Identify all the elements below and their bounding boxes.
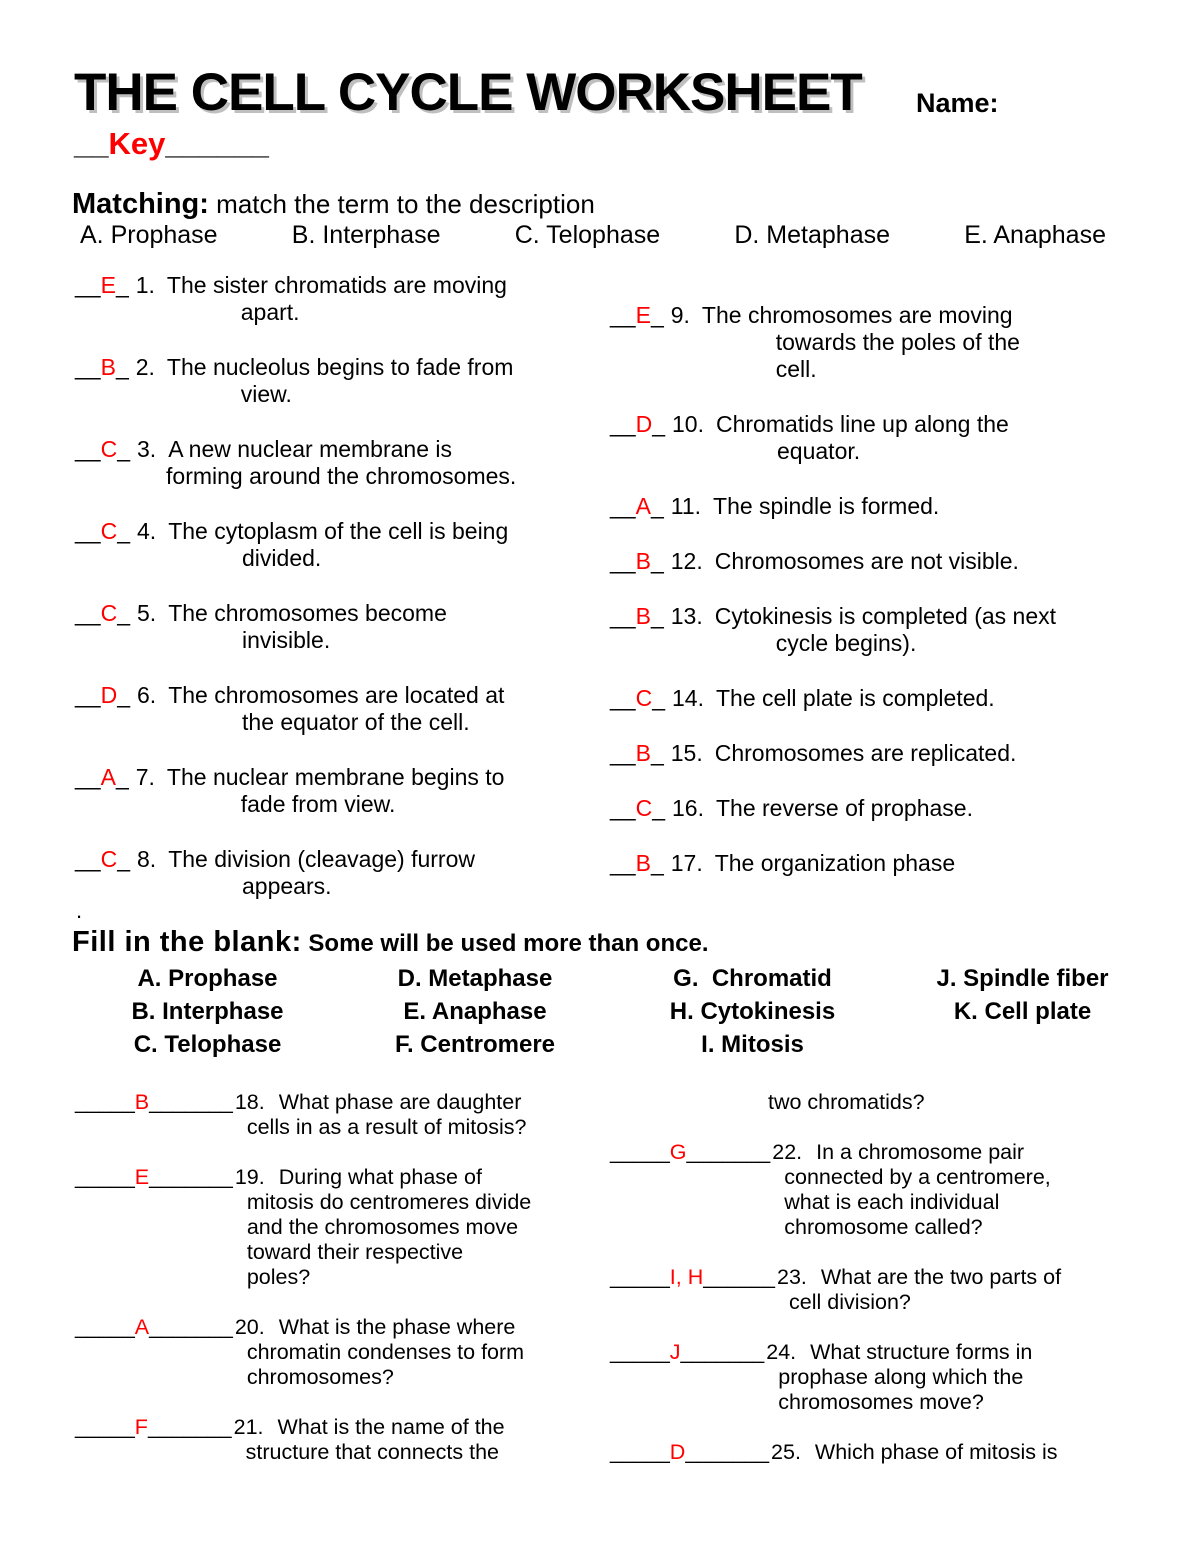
question-text: appears.	[242, 873, 332, 899]
blank-underscore: _	[117, 846, 131, 872]
answer-letter: C	[100, 518, 118, 544]
matching-item-17	[610, 850, 1155, 877]
question	[233, 1090, 610, 1140]
question	[233, 1165, 610, 1290]
word-bank-column-2	[340, 962, 610, 1061]
blank-underscore: __	[610, 740, 636, 766]
question	[665, 411, 1155, 465]
blank-underscore: __	[75, 518, 101, 544]
answer-blank	[75, 354, 129, 408]
question-text: What are the two parts of	[820, 1265, 1062, 1289]
fill-item-25	[610, 1440, 1175, 1465]
question-text: The organization phase	[714, 850, 956, 876]
question-number: 7.	[135, 764, 155, 790]
answer-blank	[75, 1165, 233, 1290]
answer-blank	[610, 603, 664, 657]
question-text: chromatin condenses to form	[246, 1340, 525, 1364]
answer-letter: D	[100, 682, 118, 708]
question-text: Chromatids line up along the	[716, 411, 1009, 437]
matching-item-9	[610, 302, 1155, 383]
matching-heading: Matching:	[72, 188, 209, 220]
blank-underscore: _	[115, 272, 129, 298]
question	[130, 600, 590, 654]
question-text: What structure forms in	[810, 1340, 1033, 1364]
question-number: 4.	[137, 518, 157, 544]
question-text: view.	[240, 381, 292, 407]
answer-blank	[610, 1265, 775, 1315]
question-text: The nucleolus begins to fade from	[166, 354, 514, 380]
blank-underscore: __	[610, 411, 636, 437]
blank-underscore: _	[652, 795, 666, 821]
blank-underscore: _______	[149, 1165, 233, 1189]
answer-letter: F	[134, 1415, 148, 1439]
question-number: 18.	[234, 1090, 265, 1114]
question-text: Cytokinesis is completed (as next	[714, 603, 1057, 629]
question-number: 20.	[234, 1315, 265, 1339]
answer-blank	[75, 1315, 233, 1390]
answer-letter: B	[635, 548, 651, 574]
question-number: 11.	[670, 493, 702, 519]
question	[130, 518, 590, 572]
matching-option: B. Interphase	[291, 221, 441, 249]
answer-letter: B	[100, 354, 116, 380]
answer-blank	[610, 685, 665, 712]
answer-blank	[75, 436, 130, 490]
word-bank-entry: F. Centromere	[394, 1031, 556, 1058]
matching-item-1	[75, 272, 590, 326]
blank-underscore: __	[75, 764, 101, 790]
question-text: mitosis do centromeres divide	[246, 1190, 532, 1214]
blank-underscore: __	[75, 354, 101, 380]
question-number: 12.	[670, 548, 703, 574]
answer-blank	[610, 548, 664, 575]
question-text: What is the phase where	[278, 1315, 516, 1339]
matching-column-left	[75, 272, 590, 928]
blank-underscore: _	[117, 682, 131, 708]
fill-section-header	[72, 926, 709, 959]
blank-underscore: _	[650, 493, 664, 519]
word-bank-entry: K. Cell plate	[953, 998, 1092, 1025]
question	[775, 1265, 1175, 1315]
matching-item-7	[75, 764, 590, 818]
question-number: 1.	[135, 272, 155, 298]
matching-item-15	[610, 740, 1155, 767]
question-text: Chromosomes are replicated.	[714, 740, 1017, 766]
question	[233, 1315, 610, 1390]
question	[769, 1440, 1175, 1465]
blank-underscore: _____	[610, 1265, 670, 1289]
answer-letter: C	[100, 600, 118, 626]
matching-item-11	[610, 493, 1155, 520]
blank-underscore: __	[610, 302, 636, 328]
answer-blank	[610, 493, 664, 520]
question	[130, 846, 590, 900]
fill-item-20	[75, 1315, 610, 1390]
blank-underscore: _______	[149, 1090, 233, 1114]
matching-option: A. Prophase	[80, 221, 218, 249]
question-text: A new nuclear membrane is	[168, 436, 453, 462]
answer-letter: C	[635, 795, 653, 821]
blank-underscore: __	[610, 685, 636, 711]
question-text: and the chromosomes move	[246, 1215, 519, 1239]
question-text: The reverse of prophase.	[716, 795, 973, 821]
question-number: 25.	[771, 1440, 801, 1464]
blank-underscore: _______	[686, 1140, 771, 1164]
question-text: The sister chromatids are moving	[166, 272, 507, 298]
answer-blank	[610, 302, 664, 383]
question	[130, 682, 590, 736]
question-text: The cell plate is completed.	[716, 685, 995, 711]
question-text: The chromosomes are moving	[701, 302, 1013, 328]
question-number: 2.	[135, 354, 155, 380]
question-text: connected by a centromere,	[784, 1165, 1051, 1189]
answer-blank	[610, 740, 664, 767]
answer-letter: C	[100, 846, 118, 872]
question	[764, 1340, 1175, 1415]
answer-letter: C	[635, 685, 653, 711]
key-answer: Key	[108, 126, 166, 161]
answer-letter: G	[669, 1140, 687, 1164]
answer-blank	[610, 411, 665, 465]
word-bank-entry: G. Chromatid	[673, 965, 832, 992]
question	[130, 436, 590, 490]
matching-option: D. Metaphase	[734, 221, 890, 249]
word-bank-entry: H. Cytokinesis	[669, 998, 836, 1025]
fill-instructions: Some will be used more than once.	[301, 930, 709, 957]
matching-section-header	[72, 188, 595, 221]
question-text: The chromosomes become	[168, 600, 447, 626]
question	[664, 603, 1155, 657]
question-text: apart.	[240, 299, 300, 325]
answer-letter: A	[134, 1315, 150, 1339]
fill-heading: Fill in the blank:	[72, 926, 302, 958]
blank-underscore: _____	[75, 1090, 135, 1114]
question-text: The chromosomes are located at	[168, 682, 505, 708]
answer-blank	[610, 795, 665, 822]
blank-underscore: __	[75, 682, 101, 708]
question-text: towards the poles of the	[775, 329, 1020, 355]
blank-underscore: _	[650, 548, 664, 574]
question-number: 15.	[670, 740, 703, 766]
blank-underscore: _____	[75, 1315, 135, 1339]
blank-underscore: _______	[149, 1315, 233, 1339]
question-number: 9.	[670, 302, 690, 328]
fill-item-18	[75, 1090, 610, 1140]
question-text: The division (cleavage) furrow	[168, 846, 475, 872]
stray-period: .	[76, 898, 83, 923]
blank-underscore: _	[117, 436, 131, 462]
matching-item-4	[75, 518, 590, 572]
question-number: 10.	[672, 411, 704, 437]
blank-underscore: __	[75, 272, 101, 298]
blank-underscore: __	[610, 603, 636, 629]
question	[129, 764, 590, 818]
blank-underscore: _	[117, 600, 131, 626]
question-number: 21.	[233, 1415, 264, 1439]
matching-item-16	[610, 795, 1155, 822]
fill-item-23	[610, 1265, 1175, 1315]
word-bank-entry: C. Telophase	[133, 1031, 282, 1058]
matching-item-3	[75, 436, 590, 490]
question-text: cells in as a result of mitosis?	[246, 1115, 527, 1139]
question-number: 24.	[766, 1340, 797, 1364]
question	[664, 548, 1155, 575]
question	[129, 354, 590, 408]
answer-blank	[610, 1340, 764, 1415]
blank-underscore: _____	[610, 1140, 670, 1164]
matching-option: C. Telophase	[514, 221, 661, 249]
fill-item-22	[610, 1140, 1175, 1240]
answer-blank	[75, 682, 130, 736]
page-title: THE CELL CYCLE WORKSHEET	[74, 63, 862, 122]
fill-column-left	[75, 1090, 610, 1490]
answer-letter: E	[134, 1165, 150, 1189]
blank-underscore: _______	[147, 1415, 232, 1439]
answer-blank	[75, 518, 130, 572]
question-number: 16.	[672, 795, 704, 821]
question-text: cell division?	[789, 1290, 911, 1314]
word-bank-entry: E. Anaphase	[403, 998, 547, 1025]
answer-letter: J	[669, 1340, 681, 1364]
blank-underscore: _	[115, 764, 129, 790]
blank-underscore: _____	[610, 1440, 670, 1464]
blank-underscore: __	[610, 795, 636, 821]
blank-underscore: _	[650, 850, 664, 876]
question-number: 5.	[137, 600, 157, 626]
question	[232, 1415, 610, 1465]
answer-letter: D	[669, 1440, 686, 1464]
question-text: The spindle is formed.	[713, 493, 940, 519]
answer-letter: B	[134, 1090, 150, 1114]
question	[665, 685, 1155, 712]
question	[664, 850, 1155, 877]
question-text: The nuclear membrane begins to	[166, 764, 505, 790]
question-text-carryover: two chromatids?	[768, 1090, 925, 1114]
blank-underscore: _______	[680, 1340, 765, 1364]
matching-item-12	[610, 548, 1155, 575]
blank-underscore: _	[650, 302, 664, 328]
blank-underscore: __	[610, 548, 636, 574]
blank-underscore: _	[652, 685, 666, 711]
matching-item-8	[75, 846, 590, 900]
answer-blank	[75, 1415, 232, 1465]
answer-letter: B	[635, 603, 651, 629]
question-text: What phase are daughter	[278, 1090, 522, 1114]
blank-underscore: _	[650, 603, 664, 629]
question-text: toward their respective	[246, 1240, 464, 1264]
word-bank-column-1	[75, 962, 340, 1061]
matching-item-6	[75, 682, 590, 736]
word-bank	[75, 962, 1150, 1061]
word-bank-entry: B. Interphase	[131, 998, 284, 1025]
word-bank-column-4	[895, 962, 1150, 1061]
question-text: Chromosomes are not visible.	[714, 548, 1019, 574]
question-text: cell.	[775, 356, 817, 382]
blank-underscore: __	[610, 493, 636, 519]
question-text: The cytoplasm of the cell is being	[168, 518, 509, 544]
blank-underscore: __	[75, 436, 101, 462]
matching-item-2	[75, 354, 590, 408]
matching-item-5	[75, 600, 590, 654]
question-text: structure that connects the	[245, 1440, 500, 1464]
blank-underscore: _____	[610, 1340, 670, 1364]
blank-underscore: ______	[165, 126, 269, 161]
matching-options-row	[80, 221, 1106, 250]
word-bank-entry: J. Spindle fiber	[936, 965, 1109, 992]
answer-letter: A	[100, 764, 116, 790]
blank-underscore: __	[75, 846, 101, 872]
blank-underscore: __	[610, 850, 636, 876]
question-text: fade from view.	[240, 791, 396, 817]
matching-instructions: match the term to the description	[208, 189, 595, 219]
question-text: What is the name of the	[277, 1415, 505, 1439]
fill-item-19	[75, 1165, 610, 1290]
answer-letter: E	[100, 272, 116, 298]
answer-letter: B	[635, 740, 651, 766]
answer-letter: D	[635, 411, 653, 437]
question	[664, 302, 1155, 383]
question-number: 3.	[137, 436, 157, 462]
question	[129, 272, 590, 326]
answer-blank	[610, 1440, 769, 1465]
question-text: invisible.	[242, 627, 331, 653]
blank-underscore: _______	[685, 1440, 770, 1464]
answer-letter: I, H	[669, 1265, 704, 1289]
blank-underscore: __	[75, 600, 101, 626]
answer-letter: B	[635, 850, 651, 876]
answer-blank	[610, 850, 664, 877]
name-label: Name:	[916, 88, 999, 118]
question-number: 14.	[672, 685, 704, 711]
matching-column-right	[610, 302, 1155, 905]
question-text: equator.	[777, 438, 861, 464]
matching-item-14	[610, 685, 1155, 712]
question	[770, 1140, 1175, 1240]
answer-blank	[75, 846, 130, 900]
question-text: chromosomes?	[246, 1365, 394, 1389]
blank-underscore: ______	[703, 1265, 775, 1289]
matching-item-10	[610, 411, 1155, 465]
fill-item-21	[75, 1415, 610, 1465]
question-number: 8.	[137, 846, 157, 872]
blank-underscore: _____	[75, 1165, 135, 1189]
matching-option: E. Anaphase	[964, 221, 1106, 249]
answer-blank	[75, 600, 130, 654]
question-text: During what phase of	[278, 1165, 482, 1189]
question-number: 6.	[137, 682, 157, 708]
question-number: 19.	[234, 1165, 265, 1189]
word-bank-entry: I. Mitosis	[701, 1031, 804, 1058]
question-text: In a chromosome pair	[816, 1140, 1025, 1164]
answer-blank	[610, 1140, 770, 1240]
blank-underscore: _	[115, 354, 129, 380]
question-number: 17.	[670, 850, 703, 876]
fill-item-24	[610, 1340, 1175, 1415]
question-number: 13.	[670, 603, 703, 629]
word-bank-entry: A. Prophase	[137, 965, 278, 992]
word-bank-column-3	[610, 962, 895, 1061]
word-bank-entry: D. Metaphase	[397, 965, 553, 992]
question	[664, 493, 1155, 520]
name-answer-blank	[74, 126, 269, 162]
question-text: chromosome called?	[784, 1215, 983, 1239]
question-text: Which phase of mitosis is	[814, 1440, 1058, 1464]
question-text: prophase along which the	[778, 1365, 1024, 1389]
answer-blank	[75, 272, 129, 326]
question-text: cycle begins).	[775, 630, 917, 656]
question-text: forming around the chromosomes.	[166, 463, 517, 489]
question-text: chromosomes move?	[778, 1390, 984, 1414]
blank-underscore: __	[74, 126, 109, 161]
question	[664, 740, 1155, 767]
blank-underscore: _	[650, 740, 664, 766]
answer-blank	[75, 1090, 233, 1140]
matching-item-13	[610, 603, 1155, 657]
blank-underscore: _	[652, 411, 666, 437]
question-text: what is each individual	[784, 1190, 1000, 1214]
answer-letter: C	[100, 436, 118, 462]
blank-underscore: _____	[75, 1415, 135, 1439]
question-number: 22.	[772, 1140, 803, 1164]
question-text: divided.	[242, 545, 322, 571]
question-text: poles?	[246, 1265, 311, 1289]
answer-letter: A	[635, 493, 651, 519]
answer-blank	[75, 764, 129, 818]
blank-underscore: _	[117, 518, 131, 544]
fill-column-right	[610, 1090, 1175, 1490]
question	[665, 795, 1155, 822]
question-text: the equator of the cell.	[242, 709, 470, 735]
answer-letter: E	[635, 302, 651, 328]
question-number: 23.	[777, 1265, 807, 1289]
